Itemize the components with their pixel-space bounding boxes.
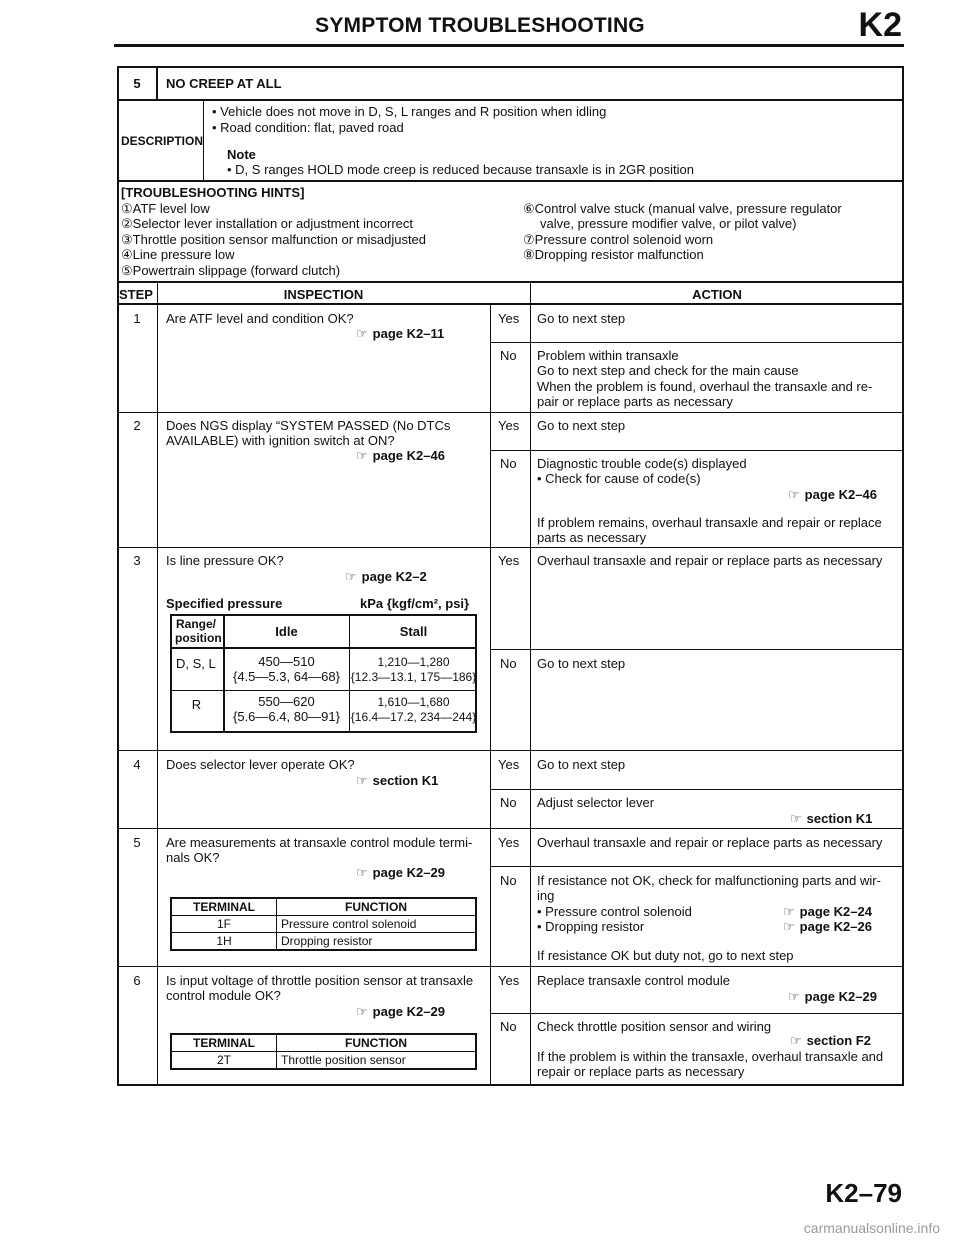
- action-text: Diagnostic trouble code(s) displayed: [537, 456, 747, 471]
- action-text: • Check for cause of code(s): [537, 471, 701, 486]
- column-step: STEP: [119, 287, 153, 302]
- table-header: TERMINAL: [171, 898, 277, 916]
- no-label: No: [500, 456, 517, 471]
- table-cell: 1,610—1,680: [377, 695, 450, 709]
- divider: [117, 828, 904, 829]
- action-text: parts as necessary: [537, 530, 647, 545]
- yes-label: Yes: [498, 553, 520, 568]
- step-number: 5: [133, 835, 141, 850]
- divider: [117, 281, 904, 283]
- description-bullet: • Vehicle does not move in D, S, L ranges and R position when idling: [212, 104, 606, 119]
- section-reference: ☞ section F2: [790, 1033, 871, 1048]
- action-text: Go to next step and check for the main cause: [537, 363, 799, 378]
- action-text: Adjust selector lever: [537, 795, 655, 810]
- note-label: Note: [227, 147, 256, 162]
- column-action: ACTION: [692, 287, 742, 302]
- inspection-question: Are ATF level and condition OK?: [166, 311, 354, 326]
- symptom-number: 5: [133, 76, 141, 91]
- step-number: 2: [133, 418, 141, 433]
- hand-pointer-icon: ☞: [790, 811, 802, 826]
- step-number: 1: [133, 311, 141, 326]
- action-text: If problem remains, overhaul transaxle and repair or replace: [537, 515, 882, 530]
- table-cell: 1,210—1,280: [377, 655, 450, 669]
- table-header: FUNCTION: [277, 898, 477, 916]
- action-text: Problem within transaxle: [537, 348, 679, 363]
- hand-pointer-icon: ☞: [788, 989, 800, 1004]
- action-text: Check throttle position sensor and wiring: [537, 1019, 772, 1034]
- table-cell: Pressure control solenoid: [277, 916, 477, 933]
- table-cell: {12.3—13.1, 175—186}: [350, 670, 477, 684]
- inspection-question: Does NGS display “SYSTEM PASSED (No DTCs: [166, 418, 451, 433]
- hand-pointer-icon: ☞: [356, 865, 368, 880]
- yes-label: Yes: [498, 311, 520, 326]
- page-reference: ☞ page K2–24: [783, 904, 872, 919]
- divider: [490, 649, 904, 650]
- page-reference: ☞ page K2–2: [345, 569, 427, 584]
- action-text: • Pressure control solenoid: [537, 904, 692, 919]
- page-reference: ☞ page K2–46: [788, 487, 877, 502]
- column-inspection: INSPECTION: [283, 287, 364, 302]
- action-text: Go to next step: [537, 757, 626, 772]
- table-header: FUNCTION: [277, 1034, 477, 1052]
- section-reference: ☞ section K1: [790, 811, 873, 826]
- hint-item: ④Line pressure low: [121, 247, 235, 262]
- action-text: pair or replace parts as necessary: [537, 394, 733, 409]
- watermark: carmanualsonline.info: [803, 1220, 940, 1236]
- no-label: No: [500, 795, 517, 810]
- page-reference: ☞ page K2–11: [356, 326, 445, 341]
- table-cell: 1H: [171, 933, 277, 951]
- table-cell: {16.4—17.2, 234—244}: [350, 710, 477, 724]
- hand-pointer-icon: ☞: [356, 326, 368, 341]
- divider: [490, 789, 904, 790]
- table-cell: R: [191, 697, 202, 712]
- hint-item: ⑦Pressure control solenoid worn: [523, 232, 714, 247]
- table-cell: {4.5—5.3, 64—68}: [233, 669, 340, 684]
- table-header: Range/: [176, 617, 217, 631]
- inspection-question: Does selector lever operate OK?: [166, 757, 355, 772]
- hint-item: valve, pressure modifier valve, or pilot valve): [540, 216, 797, 231]
- action-text: Overhaul transaxle and repair or replace parts as necessary: [537, 553, 883, 568]
- page-reference: ☞ page K2–29: [788, 989, 877, 1004]
- hand-pointer-icon: ☞: [345, 569, 357, 584]
- hand-pointer-icon: ☞: [790, 1033, 802, 1048]
- symptom-title: NO CREEP AT ALL: [166, 76, 282, 91]
- action-text: When the problem is found, overhaul the transaxle and re-: [537, 379, 873, 394]
- action-text: Go to next step: [537, 656, 626, 671]
- action-text: ing: [537, 888, 555, 903]
- page-reference: ☞ page K2–46: [356, 448, 445, 463]
- section-code: K2: [858, 6, 902, 44]
- divider: [203, 100, 204, 180]
- divider: [117, 180, 904, 182]
- hand-pointer-icon: ☞: [356, 448, 368, 463]
- hand-pointer-icon: ☞: [356, 1004, 368, 1019]
- table-cell: Throttle position sensor: [277, 1052, 477, 1070]
- action-text: Overhaul transaxle and repair or replace parts as necessary: [537, 835, 883, 850]
- page-reference: ☞ page K2–26: [783, 919, 872, 934]
- divider: [170, 690, 477, 691]
- hand-pointer-icon: ☞: [783, 919, 795, 934]
- page-reference: ☞ page K2–29: [356, 865, 445, 880]
- table-cell: 2T: [171, 1052, 277, 1070]
- divider: [490, 342, 904, 343]
- description-bullet: • Road condition: flat, paved road: [212, 120, 404, 135]
- hint-item: ⑧Dropping resistor malfunction: [523, 247, 704, 262]
- table-cell: D, S, L: [176, 656, 216, 671]
- yes-label: Yes: [498, 973, 520, 988]
- divider: [170, 647, 477, 649]
- step-number: 4: [133, 757, 141, 772]
- divider: [117, 99, 904, 101]
- no-label: No: [500, 656, 517, 671]
- inspection-question: Is input voltage of throttle position sensor at transaxle: [166, 973, 474, 988]
- section-reference: ☞ section K1: [356, 773, 439, 788]
- action-text: repair or replace parts as necessary: [537, 1064, 745, 1079]
- spec-unit: kPa {kgf/cm², psi}: [360, 596, 470, 611]
- inspection-question: control module OK?: [166, 988, 281, 1003]
- page-number: K2–79: [825, 1178, 902, 1208]
- hint-item: ⑤Powertrain slippage (forward clutch): [121, 263, 341, 278]
- action-text: Replace transaxle control module: [537, 973, 730, 988]
- page-reference: ☞ page K2–29: [356, 1004, 445, 1019]
- hint-item: ②Selector lever installation or adjustment incorrect: [121, 216, 414, 231]
- action-text: Go to next step: [537, 311, 626, 326]
- page-title: SYMPTOM TROUBLESHOOTING: [315, 14, 645, 37]
- no-label: No: [500, 348, 517, 363]
- divider: [117, 412, 904, 413]
- table-header: Idle: [275, 624, 298, 639]
- spec-label: Specified pressure: [166, 596, 283, 611]
- divider: [117, 966, 904, 967]
- header-rule: [114, 44, 904, 47]
- table-cell: 450—510: [258, 654, 315, 669]
- divider: [117, 547, 904, 548]
- table-header: TERMINAL: [171, 1034, 277, 1052]
- description-label: DESCRIPTION: [121, 134, 204, 148]
- action-text: Go to next step: [537, 418, 626, 433]
- hand-pointer-icon: ☞: [356, 773, 368, 788]
- hand-pointer-icon: ☞: [788, 487, 800, 502]
- table-cell: 550—620: [258, 694, 315, 709]
- divider: [117, 303, 904, 305]
- step-number: 6: [133, 973, 141, 988]
- inspection-question: nals OK?: [166, 850, 220, 865]
- table-header: Stall: [399, 624, 428, 639]
- divider: [490, 303, 491, 1086]
- table-cell: {5.6—6.4, 80—91}: [233, 709, 340, 724]
- divider: [490, 450, 904, 451]
- inspection-question: AVAILABLE) with ignition switch at ON?: [166, 433, 395, 448]
- action-text: If resistance OK but duty not, go to next step: [537, 948, 794, 963]
- terminal-table: [170, 1033, 477, 1070]
- yes-label: Yes: [498, 757, 520, 772]
- hint-item: ③Throttle position sensor malfunction or misadjusted: [121, 232, 427, 247]
- hints-title: [TROUBLESHOOTING HINTS]: [121, 185, 305, 200]
- terminal-table: [170, 897, 477, 951]
- action-text: • Dropping resistor: [537, 919, 644, 934]
- no-label: No: [500, 1019, 517, 1034]
- action-text: If the problem is within the transaxle, overhaul transaxle and: [537, 1049, 884, 1064]
- table-cell: Dropping resistor: [277, 933, 477, 951]
- divider: [490, 1013, 904, 1014]
- inspection-question: Is line pressure OK?: [166, 553, 284, 568]
- table-header: position: [175, 631, 222, 645]
- hint-item: ①ATF level low: [121, 201, 210, 216]
- divider: [490, 866, 904, 867]
- yes-label: Yes: [498, 418, 520, 433]
- hand-pointer-icon: ☞: [783, 904, 795, 919]
- divider: [117, 750, 904, 751]
- yes-label: Yes: [498, 835, 520, 850]
- step-number: 3: [133, 553, 141, 568]
- note-text: • D, S ranges HOLD mode creep is reduced because transaxle is in 2GR position: [227, 162, 694, 177]
- table-cell: 1F: [171, 916, 277, 933]
- hint-item: ⑥Control valve stuck (manual valve, pressure regulator: [523, 201, 842, 216]
- no-label: No: [500, 873, 517, 888]
- inspection-question: Are measurements at transaxle control module termi-: [166, 835, 473, 850]
- action-text: If resistance not OK, check for malfunctioning parts and wir-: [537, 873, 881, 888]
